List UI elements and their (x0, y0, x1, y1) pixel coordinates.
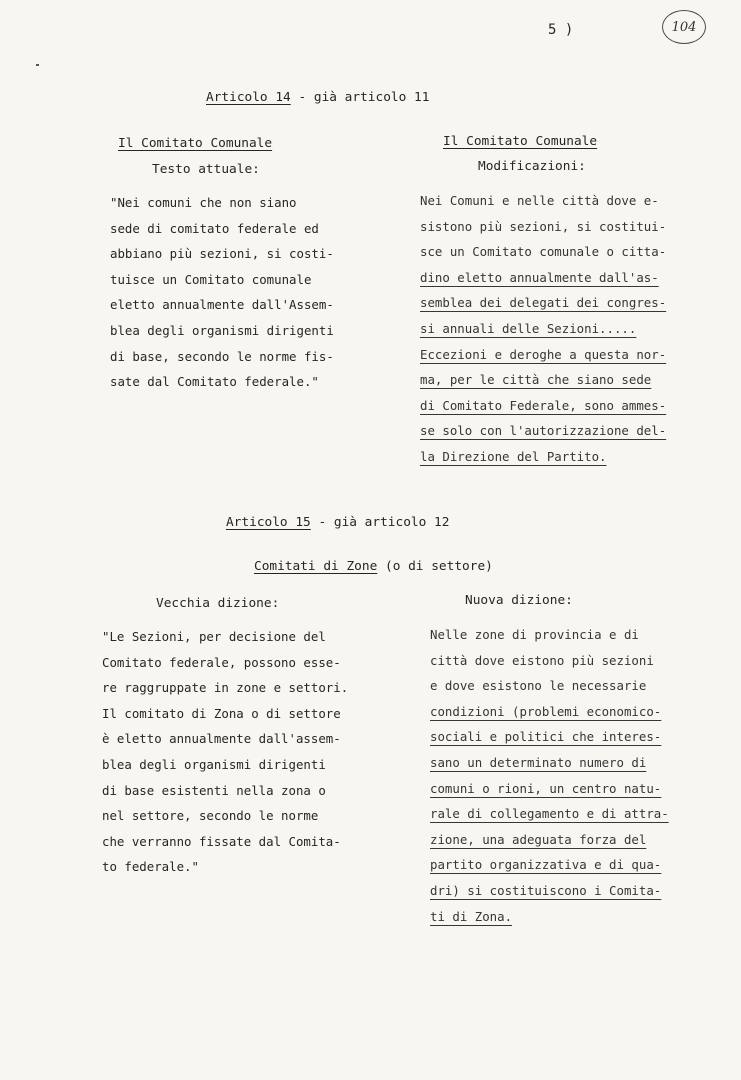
text-line: eletto annualmente dall'Assem- (110, 297, 334, 313)
text-line: sede di comitato federale ed (110, 220, 319, 236)
article-15-new-text (430, 622, 669, 929)
text-line: Comitato federale, possono esse- (102, 654, 341, 670)
text-line: Nei Comuni e nelle città dove e- (420, 193, 659, 208)
text-line: sistono più sezioni, si costitui- (420, 218, 667, 234)
text-line: "Nei comuni che non siano (110, 195, 297, 210)
text-line: condizioni (problemi economico- (430, 703, 662, 719)
text-line: che verranno fissate dal Comita- (102, 833, 341, 849)
text-line: ti di Zona. (430, 908, 513, 924)
text-line: partito organizzativa e di qua- (430, 857, 662, 873)
text-line: Eccezioni e deroghe a questa nor- (420, 346, 667, 362)
article-14-old-text (110, 190, 334, 395)
text-line: dri) si costituiscono i Comita- (430, 882, 662, 898)
text-line: blea degli organismi dirigenti (110, 322, 334, 338)
article-15-left-subheading: Vecchia dizione: (156, 596, 280, 611)
paper-mark (36, 64, 39, 66)
page-number: 5 ) (548, 22, 574, 38)
article-15-old-text (102, 624, 348, 880)
text-line: nel settore, secondo le norme (102, 808, 319, 824)
text-line: semblea dei delegati dei congres- (420, 295, 667, 311)
section-title: Comitati di Zone (254, 559, 378, 574)
text-line: città dove eistono più sezioni (430, 652, 654, 668)
article-15-label: Articolo 15 (226, 515, 311, 530)
text-line: zione, una adeguata forza del (430, 831, 647, 847)
text-line: sano un determinato numero di (430, 754, 647, 770)
text-line: sce un Comitato comunale o citta- (420, 244, 667, 260)
article-14-subtitle: - già articolo 11 (290, 90, 430, 105)
text-line: sociali e politici che interes- (430, 729, 662, 745)
text-line: e dove esistono le necessarie (430, 678, 647, 694)
text-line: tuisce un Comitato comunale (110, 271, 312, 287)
text-line: re raggruppate in zone e settori. (102, 680, 349, 696)
article-14-label: Articolo 14 (206, 90, 291, 105)
article-15-subtitle: - già articolo 12 (310, 515, 450, 530)
article-15-title (226, 515, 449, 530)
article-14-right-heading: Il Comitato Comunale (443, 134, 598, 149)
article-14-left-subheading: Testo attuale: (152, 162, 260, 177)
text-line: Il comitato di Zona o di settore (102, 705, 341, 721)
text-line: la Direzione del Partito. (420, 448, 607, 464)
text-line: di base, secondo le norme fis- (110, 348, 334, 364)
section-note: (o di settore) (377, 559, 493, 574)
text-line: se solo con l'autorizzazione del- (420, 423, 667, 439)
text-line: sate dal Comitato federale." (110, 374, 319, 390)
article-15-right-subheading: Nuova dizione: (465, 593, 573, 608)
text-line: to federale." (102, 859, 199, 875)
article-14-left-heading: Il Comitato Comunale (118, 136, 273, 151)
text-line: ma, per le città che siano sede (420, 372, 652, 388)
article-14-new-text (420, 188, 666, 470)
text-line: abbiano più sezioni, si costi- (110, 246, 334, 262)
text-line: dino eletto annualmente dall'as- (420, 269, 659, 285)
text-line: blea degli organismi dirigenti (102, 756, 326, 772)
page-stamp: 104 (662, 10, 706, 44)
text-line: "Le Sezioni, per decisione del (102, 629, 326, 644)
text-line: Nelle zone di provincia e di (430, 627, 639, 642)
text-line: rale di collegamento e di attra- (430, 806, 669, 822)
text-line: comuni o rioni, un centro natu- (430, 780, 662, 796)
text-line: è eletto annualmente dall'assem- (102, 731, 341, 747)
article-15-section-title (254, 559, 493, 574)
article-14-title (206, 90, 429, 105)
text-line: si annuali delle Sezioni..... (420, 320, 637, 336)
article-14-right-subheading: Modificazioni: (478, 159, 586, 174)
text-line: di base esistenti nella zona o (102, 782, 326, 798)
text-line: di Comitato Federale, sono ammes- (420, 397, 667, 413)
